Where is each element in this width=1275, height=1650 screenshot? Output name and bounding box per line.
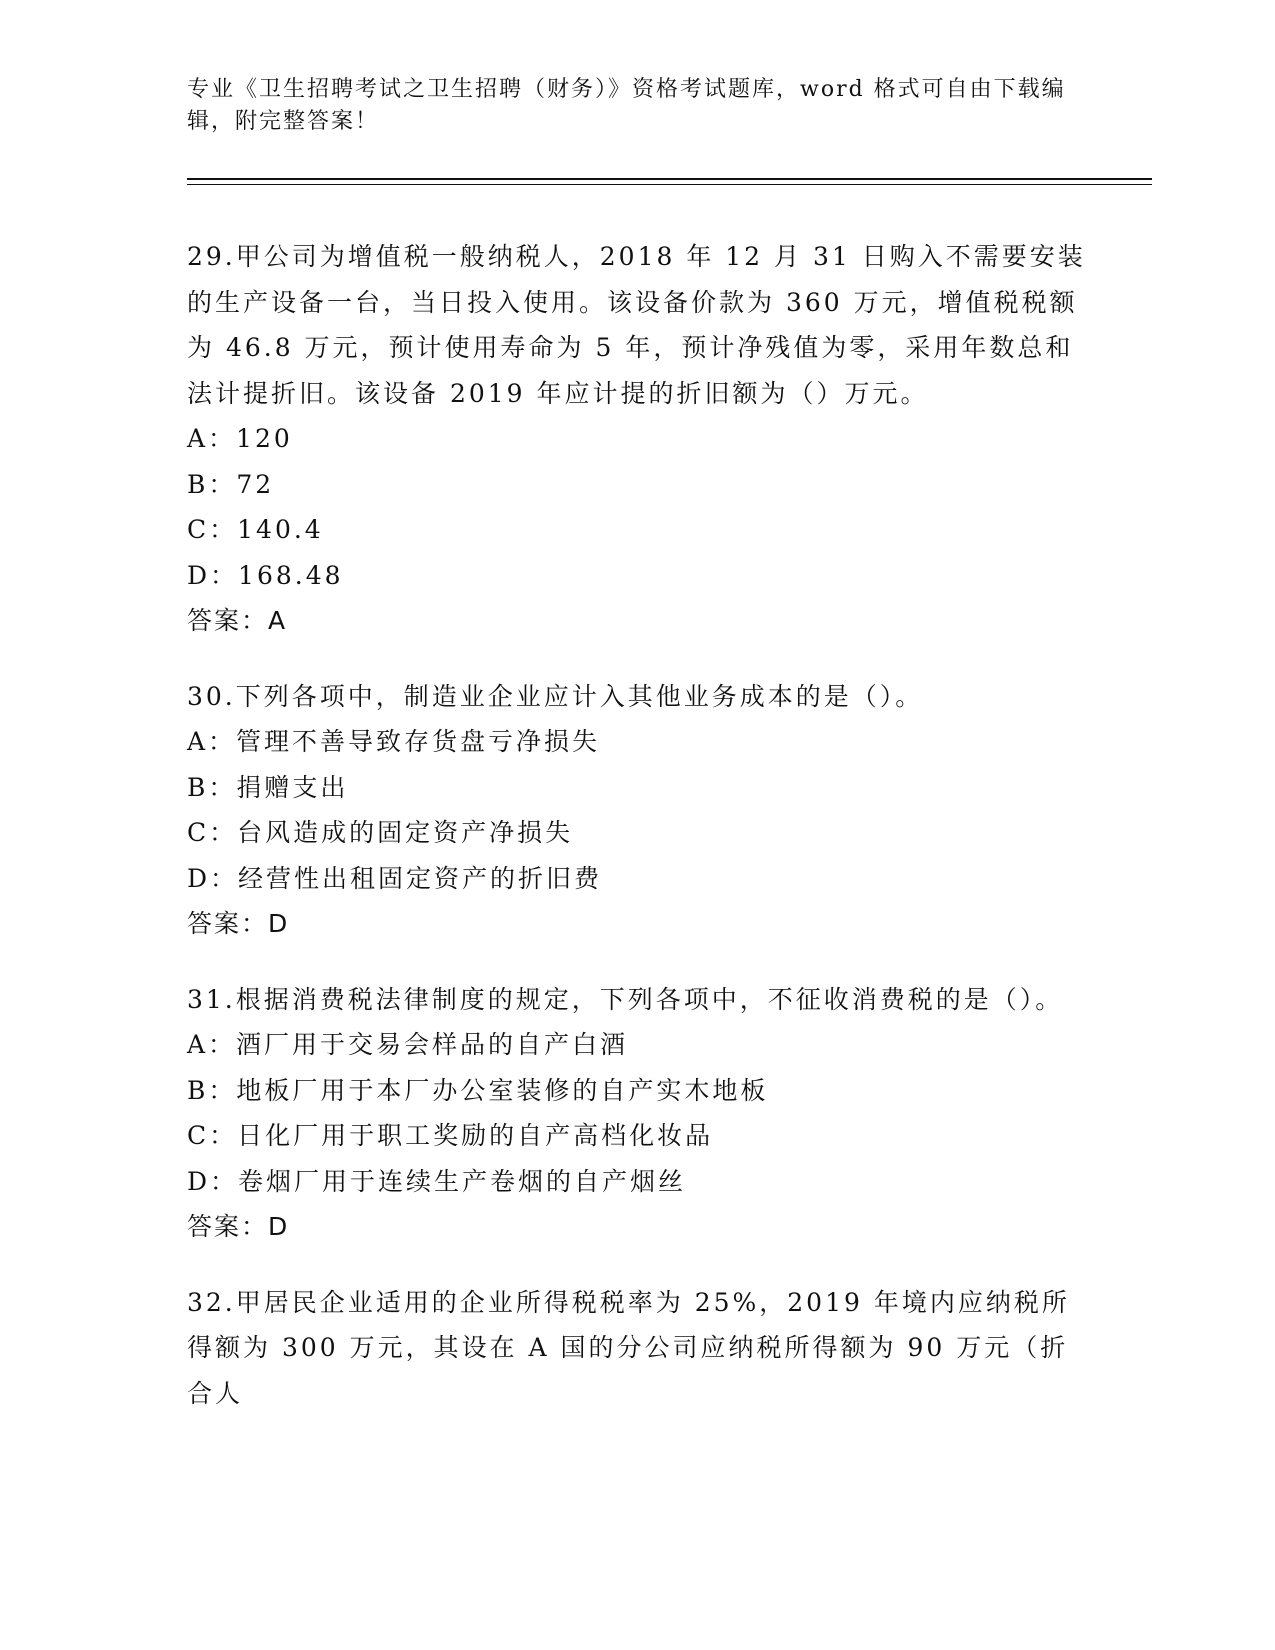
header-divider-thin [187,184,1152,185]
option-b: B：地板厂用于本厂办公室装修的自产实木地板 [187,1075,769,1105]
question-30 [187,674,1087,947]
answer-line [187,901,1087,947]
option-d: D：卷烟厂用于连续生产卷烟的自产烟丝 [187,1166,687,1196]
question-31 [187,977,1087,1250]
question-stem: 30.下列各项中，制造业企业应计入其他业务成本的是（）。 [187,681,924,711]
answer-value: D [268,909,290,938]
header-divider-thick [187,178,1152,180]
document-header: 专业《卫生招聘考试之卫生招聘（财务）》资格考试题库，word 格式可自由下载编辑，附完整答案！ [187,77,1066,134]
option-c: C：140.4 [187,515,324,544]
option-b: B：捐赠支出 [187,772,349,802]
question-29 [187,234,1087,644]
option-a: A：管理不善导致存货盘亏净损失 [187,727,601,756]
question-stem: 31.根据消费税法律制度的规定，下列各项中，不征收消费税的是（）。 [187,984,1064,1014]
answer-value: A [268,606,288,635]
option-d: D：经营性出租固定资产的折旧费 [187,863,603,893]
option-a: A：120 [187,424,293,453]
question-stem: 29.甲公司为增值税一般纳税人，2018 年 12 月 31 日购入不需要安装的生产设备一台，当日投入使用。该设备价款为 360 万元，增值税税额为 46.8 万元，预计使用寿命为 5 年，预计净残值为零，采用年数总和法计提折旧。该设备 2019 年应计提的折旧额为（）万元。 [187,242,1086,408]
option-a: A：酒厂用于交易会样品的自产白酒 [187,1030,629,1059]
option-b: B：72 [187,469,275,499]
question-32 [187,1280,1087,1417]
option-c: C：台风造成的固定资产净损失 [187,818,574,847]
answer-label: 答案： [187,1212,269,1241]
answer-line [187,1204,1087,1250]
answer-value: D [268,1212,290,1241]
option-c: C：日化厂用于职工奖励的自产高档化妆品 [187,1121,714,1150]
answer-label: 答案： [187,909,269,938]
question-list [187,234,1087,1446]
question-stem: 32.甲居民企业适用的企业所得税税率为 25%，2019 年境内应纳税所得额为 300 万元，其设在 A 国的分公司应纳税所得额为 90 万元（折合人 [187,1287,1070,1408]
option-d: D：168.48 [187,560,344,590]
answer-line [187,598,1087,644]
answer-label: 答案： [187,606,269,635]
